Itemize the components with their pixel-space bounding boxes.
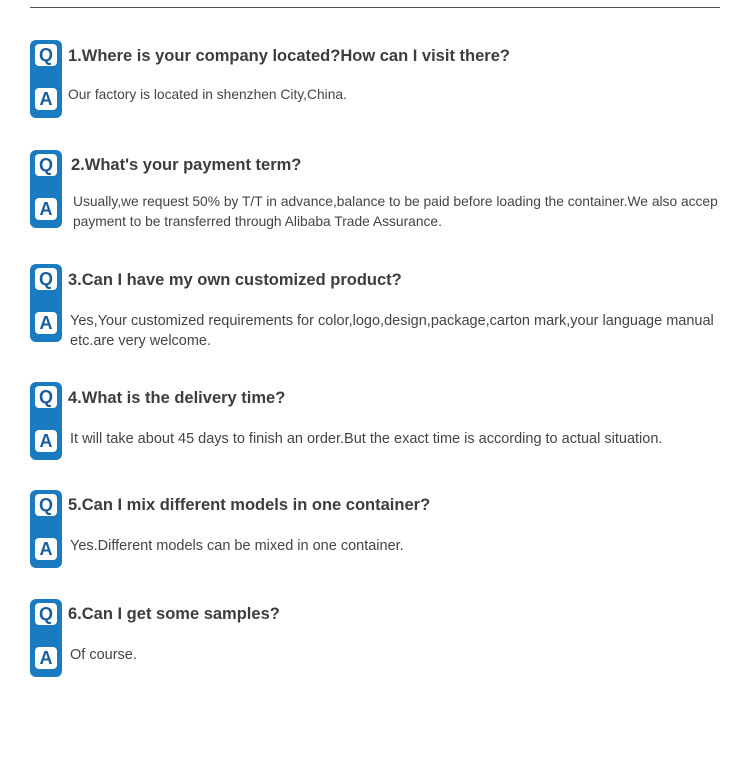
faq-answer: Yes.Different models can be mixed in one container. [70, 538, 404, 554]
faq-answer: Our factory is located in shenzhen City,China. [68, 87, 347, 102]
answer-badge: A [35, 88, 57, 110]
faq-answer: Yes,Your customized requirements for color,logo,design,package,carton mark,your language manual etc.are very welcome. [70, 313, 714, 349]
answer-badge: A [35, 538, 57, 560]
top-divider [30, 7, 720, 8]
faq-question: 3.Can I have my own customized product? [68, 271, 402, 289]
question-badge: Q [35, 494, 57, 516]
question-badge: Q [35, 603, 57, 625]
question-badge: Q [35, 268, 57, 290]
question-badge: Q [35, 44, 57, 66]
faq-question: 6.Can I get some samples? [68, 605, 280, 623]
faq-answer-line-2: payment to be transferred through Alibaba Trade Assurance. [73, 214, 442, 229]
faq-answer: Of course. [70, 647, 137, 663]
answer-badge: A [35, 430, 57, 452]
faq-question: 2.What's your payment term? [71, 156, 302, 174]
answer-badge: A [35, 312, 57, 334]
faq-question: 1.Where is your company located?How can I visit there? [68, 47, 510, 65]
faq-question: 4.What is the delivery time? [68, 389, 286, 407]
answer-badge: A [35, 198, 57, 220]
faq-answer-line-1: Usually,we request 50% by T/T in advance,balance to be paid before loading the container.We also accep [73, 194, 718, 209]
answer-badge: A [35, 647, 57, 669]
faq-question: 5.Can I mix different models in one container? [68, 496, 431, 514]
faq-answer: It will take about 45 days to finish an order.But the exact time is according to actual situation. [70, 431, 663, 447]
question-badge: Q [35, 386, 57, 408]
question-badge: Q [35, 154, 57, 176]
